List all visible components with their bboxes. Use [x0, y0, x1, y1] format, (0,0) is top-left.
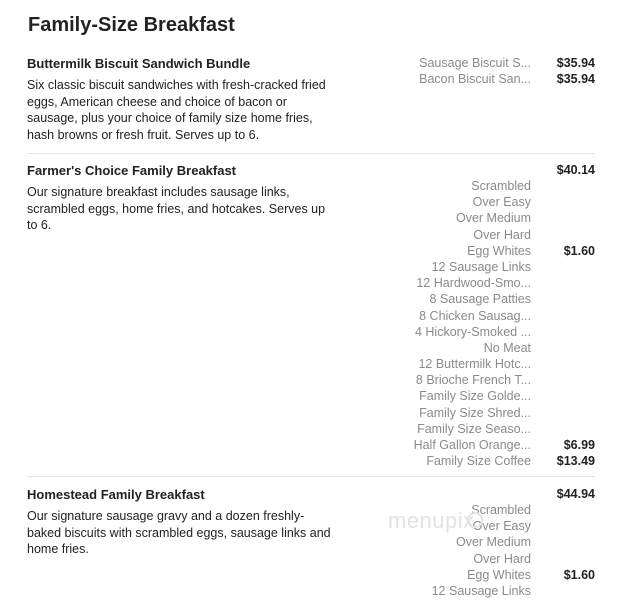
option-price: $6.99: [563, 438, 595, 452]
item-description: Six classic biscuit sandwiches with fresh-cracked fried eggs, American cheese and choice of bacon or sausage, plus your choice of family size home fries, hash browns or fresh fruit. Serves up to 6.: [27, 78, 326, 142]
option-label: 4 Hickory-Smoked ...: [414, 324, 531, 339]
option-label: No Meat: [483, 340, 531, 355]
menu-item[interactable]: [27, 487, 595, 607]
section-title: Family-Size Breakfast: [28, 14, 235, 36]
option-price: $1.60: [563, 567, 595, 582]
option-row[interactable]: [409, 454, 595, 470]
option-price: $13.49: [556, 454, 595, 469]
option-label: 8 Chicken Sausag...: [419, 308, 531, 323]
option-label: Family Size Golde...: [419, 389, 531, 404]
option-label: Over Easy: [472, 195, 531, 210]
option-label: Over Medium: [455, 535, 531, 550]
option-label: Over Hard: [473, 227, 531, 242]
option-label: 12 Buttermilk Hotc...: [418, 357, 531, 372]
option-label: Egg Whites: [467, 567, 531, 582]
option-label: Family Size Shred...: [419, 405, 531, 420]
option-label: 12 Sausage Links: [431, 259, 531, 274]
watermark-text: menupix: [388, 508, 475, 533]
option-label: Sausage Biscuit S...: [419, 56, 531, 70]
option-label: Bacon Biscuit San...: [419, 72, 531, 87]
option-row[interactable]: [409, 341, 595, 357]
option-row[interactable]: [409, 568, 595, 584]
option-label: Over Medium: [455, 211, 531, 226]
option-price: $1.60: [563, 243, 595, 258]
option-row[interactable]: [409, 228, 595, 244]
item-price: $44.94: [556, 487, 595, 501]
option-row[interactable]: [409, 422, 595, 438]
option-row[interactable]: [409, 72, 595, 88]
option-row[interactable]: [409, 56, 595, 72]
item-name: Buttermilk Biscuit Sandwich Bundle: [27, 56, 251, 71]
option-row[interactable]: [409, 195, 595, 211]
option-row[interactable]: [409, 179, 595, 195]
watermark-circle-icon: [466, 511, 484, 529]
option-row[interactable]: [409, 373, 595, 389]
option-row[interactable]: [409, 292, 595, 308]
option-label: 12 Sausage Links: [431, 583, 531, 598]
option-label: Scrambled: [471, 179, 531, 193]
item-description: Our signature breakfast includes sausage links, scrambled eggs, home fries, and hotcakes. Serves up to 6.: [27, 185, 326, 232]
option-price: $35.94: [556, 72, 595, 87]
option-label: Half Gallon Orange...: [413, 438, 531, 452]
option-row[interactable]: [409, 438, 595, 454]
option-row[interactable]: [409, 584, 595, 600]
option-row[interactable]: [409, 244, 595, 260]
option-label: 12 Hardwood-Smo...: [416, 276, 531, 291]
divider: [27, 153, 595, 154]
menu-item[interactable]: [27, 56, 595, 148]
option-row[interactable]: [409, 535, 595, 551]
option-row[interactable]: [409, 309, 595, 325]
item-name: Homestead Family Breakfast: [27, 487, 205, 502]
option-label: Egg Whites: [467, 243, 531, 258]
option-label: 8 Brioche French T...: [415, 373, 531, 388]
option-row[interactable]: [409, 406, 595, 422]
option-label: Family Size Seaso...: [417, 421, 531, 436]
option-row[interactable]: [409, 389, 595, 405]
option-row[interactable]: [409, 357, 595, 373]
option-row[interactable]: [409, 211, 595, 227]
option-list: [409, 179, 595, 470]
option-price: $35.94: [556, 56, 595, 70]
option-row[interactable]: [409, 276, 595, 292]
option-label: Over Hard: [473, 551, 531, 566]
option-row[interactable]: [409, 552, 595, 568]
divider: [27, 476, 595, 477]
option-label: Scrambled: [471, 503, 531, 517]
option-label: Over Easy: [472, 519, 531, 534]
option-list: [409, 56, 595, 88]
menu-item[interactable]: [27, 163, 595, 473]
option-label: 8 Sausage Patties: [429, 292, 531, 307]
option-label: Family Size Coffee: [426, 454, 531, 469]
option-row[interactable]: [409, 260, 595, 276]
item-name: Farmer's Choice Family Breakfast: [27, 163, 237, 178]
item-price: $40.14: [556, 163, 595, 177]
item-description: Our signature sausage gravy and a dozen freshly-baked biscuits with scrambled eggs, sausage links and home fries.: [27, 509, 331, 556]
option-row[interactable]: [409, 325, 595, 341]
